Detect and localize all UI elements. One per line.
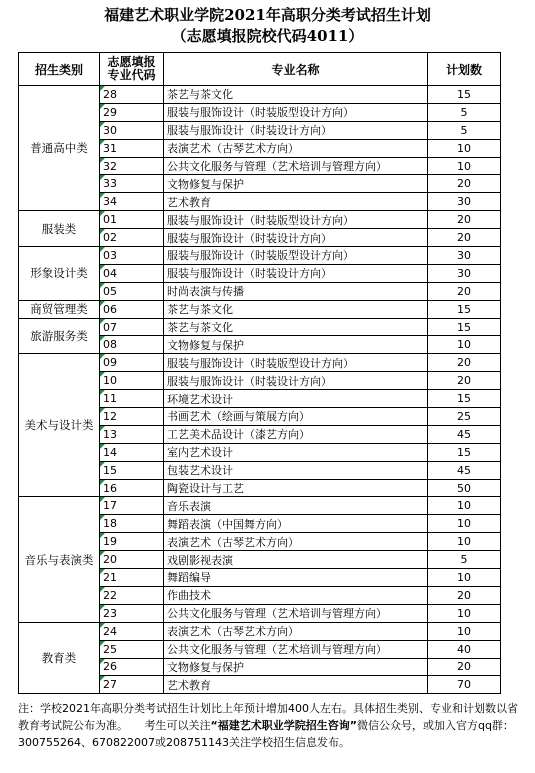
count-cell: 20 bbox=[428, 175, 501, 193]
count-cell: 20 bbox=[428, 211, 501, 229]
code-cell: 01 bbox=[100, 211, 164, 229]
code-cell: 05 bbox=[100, 282, 164, 300]
count-cell: 10 bbox=[428, 139, 501, 157]
major-cell: 茶艺与茶文化 bbox=[164, 86, 428, 104]
code-cell: 21 bbox=[100, 569, 164, 587]
major-cell: 茶艺与茶文化 bbox=[164, 300, 428, 318]
count-cell: 20 bbox=[428, 229, 501, 247]
major-cell: 包装艺术设计 bbox=[164, 461, 428, 479]
count-cell: 45 bbox=[428, 425, 501, 443]
count-cell: 15 bbox=[428, 318, 501, 336]
code-cell: 26 bbox=[100, 658, 164, 676]
code-cell: 22 bbox=[100, 586, 164, 604]
major-cell: 环境艺术设计 bbox=[164, 390, 428, 408]
table-row bbox=[19, 622, 501, 640]
category-cell: 形象设计类 bbox=[19, 247, 100, 301]
header-major: 专业名称 bbox=[164, 53, 428, 86]
code-cell: 16 bbox=[100, 479, 164, 497]
count-cell: 30 bbox=[428, 264, 501, 282]
code-cell: 14 bbox=[100, 443, 164, 461]
major-cell: 服装与服饰设计（时装设计方向） bbox=[164, 264, 428, 282]
major-cell: 表演艺术（古琴艺术方向） bbox=[164, 533, 428, 551]
code-cell: 20 bbox=[100, 551, 164, 569]
count-cell: 10 bbox=[428, 569, 501, 587]
code-cell: 33 bbox=[100, 175, 164, 193]
category-cell: 美术与设计类 bbox=[19, 354, 100, 497]
major-cell: 服装与服饰设计（时装版型设计方向） bbox=[164, 211, 428, 229]
table-row bbox=[19, 354, 501, 372]
count-cell: 40 bbox=[428, 640, 501, 658]
count-cell: 10 bbox=[428, 497, 501, 515]
major-cell: 作曲技术 bbox=[164, 586, 428, 604]
code-cell: 28 bbox=[100, 86, 164, 104]
code-cell: 25 bbox=[100, 640, 164, 658]
code-cell: 12 bbox=[100, 408, 164, 426]
major-cell: 服装与服饰设计（时装版型设计方向） bbox=[164, 247, 428, 265]
major-cell: 时尚表演与传播 bbox=[164, 282, 428, 300]
major-cell: 艺术教育 bbox=[164, 193, 428, 211]
major-cell: 舞蹈编导 bbox=[164, 569, 428, 587]
count-cell: 25 bbox=[428, 408, 501, 426]
count-cell: 10 bbox=[428, 157, 501, 175]
header-category: 招生类别 bbox=[19, 53, 100, 86]
count-cell: 20 bbox=[428, 282, 501, 300]
count-cell: 15 bbox=[428, 86, 501, 104]
table-body bbox=[19, 86, 501, 694]
table-row bbox=[19, 86, 501, 104]
major-cell: 书画艺术（绘画与策展方向） bbox=[164, 408, 428, 426]
major-cell: 艺术教育 bbox=[164, 676, 428, 694]
major-cell: 公共文化服务与管理（艺术培训与管理方向） bbox=[164, 604, 428, 622]
count-cell: 10 bbox=[428, 604, 501, 622]
major-cell: 音乐表演 bbox=[164, 497, 428, 515]
table-row bbox=[19, 211, 501, 229]
code-cell: 03 bbox=[100, 247, 164, 265]
major-cell: 服装与服饰设计（时装设计方向） bbox=[164, 121, 428, 139]
enrollment-plan-table bbox=[18, 52, 501, 694]
table-row bbox=[19, 300, 501, 318]
page-title: 福建艺术职业学院2021年高职分类考试招生计划 bbox=[104, 6, 431, 24]
header-code bbox=[100, 53, 164, 86]
table-header-row bbox=[19, 53, 501, 86]
table-row bbox=[19, 318, 501, 336]
count-cell: 70 bbox=[428, 676, 501, 694]
count-cell: 5 bbox=[428, 121, 501, 139]
count-cell: 15 bbox=[428, 443, 501, 461]
count-cell: 20 bbox=[428, 586, 501, 604]
major-cell: 文物修复与保护 bbox=[164, 175, 428, 193]
code-cell: 04 bbox=[100, 264, 164, 282]
code-cell: 02 bbox=[100, 229, 164, 247]
major-cell: 服装与服饰设计（时装版型设计方向） bbox=[164, 354, 428, 372]
category-cell: 音乐与表演类 bbox=[19, 497, 100, 622]
code-cell: 32 bbox=[100, 157, 164, 175]
category-cell: 教育类 bbox=[19, 622, 100, 694]
major-cell: 服装与服饰设计（时装版型设计方向） bbox=[164, 103, 428, 121]
major-cell: 文物修复与保护 bbox=[164, 336, 428, 354]
footnote bbox=[18, 700, 518, 751]
count-cell: 10 bbox=[428, 622, 501, 640]
code-cell: 18 bbox=[100, 515, 164, 533]
count-cell: 30 bbox=[428, 247, 501, 265]
count-cell: 15 bbox=[428, 300, 501, 318]
code-cell: 17 bbox=[100, 497, 164, 515]
header-code-line1: 志愿填报 bbox=[107, 55, 156, 69]
code-cell: 23 bbox=[100, 604, 164, 622]
count-cell: 5 bbox=[428, 551, 501, 569]
code-cell: 27 bbox=[100, 676, 164, 694]
code-cell: 30 bbox=[100, 121, 164, 139]
code-cell: 06 bbox=[100, 300, 164, 318]
code-cell: 07 bbox=[100, 318, 164, 336]
category-cell: 商贸管理类 bbox=[19, 300, 100, 318]
page-subtitle: （志愿填报院校代码4011） bbox=[171, 27, 364, 45]
count-cell: 20 bbox=[428, 372, 501, 390]
count-cell: 10 bbox=[428, 336, 501, 354]
count-cell: 50 bbox=[428, 479, 501, 497]
count-cell: 10 bbox=[428, 515, 501, 533]
code-cell: 13 bbox=[100, 425, 164, 443]
category-cell: 服装类 bbox=[19, 211, 100, 247]
count-cell: 20 bbox=[428, 354, 501, 372]
major-cell: 表演艺术（古琴艺术方向） bbox=[164, 622, 428, 640]
header-code-line2: 专业代码 bbox=[107, 68, 156, 82]
count-cell: 15 bbox=[428, 390, 501, 408]
count-cell: 5 bbox=[428, 103, 501, 121]
code-cell: 11 bbox=[100, 390, 164, 408]
code-cell: 19 bbox=[100, 533, 164, 551]
table-row bbox=[19, 497, 501, 515]
code-cell: 09 bbox=[100, 354, 164, 372]
footnote-part2: 微信公众号，或加入官方qq群：300755264、670822007或208751143关注学校招生信息发布。 bbox=[18, 719, 514, 749]
table-row bbox=[19, 247, 501, 265]
code-cell: 15 bbox=[100, 461, 164, 479]
major-cell: 文物修复与保护 bbox=[164, 658, 428, 676]
major-cell: 工艺美术品设计（漆艺方向） bbox=[164, 425, 428, 443]
code-cell: 10 bbox=[100, 372, 164, 390]
code-cell: 29 bbox=[100, 103, 164, 121]
footnote-account-name: “福建艺术职业学院招生咨询” bbox=[210, 719, 357, 732]
footnote-part1: 注：学校2021年高职分类考试招生计划比上年预计增加400人左右。具体招生类别、专业和计划数以省教育考试院公布为准。 考生可以关注 bbox=[18, 702, 518, 732]
code-cell: 31 bbox=[100, 139, 164, 157]
count-cell: 10 bbox=[428, 533, 501, 551]
major-cell: 茶艺与茶文化 bbox=[164, 318, 428, 336]
major-cell: 表演艺术（古琴艺术方向） bbox=[164, 139, 428, 157]
code-cell: 08 bbox=[100, 336, 164, 354]
header-count: 计划数 bbox=[428, 53, 501, 86]
major-cell: 戏剧影视表演 bbox=[164, 551, 428, 569]
major-cell: 服装与服饰设计（时装设计方向） bbox=[164, 229, 428, 247]
code-cell: 24 bbox=[100, 622, 164, 640]
major-cell: 公共文化服务与管理（艺术培训与管理方向） bbox=[164, 640, 428, 658]
major-cell: 陶瓷设计与工艺 bbox=[164, 479, 428, 497]
category-cell: 旅游服务类 bbox=[19, 318, 100, 354]
major-cell: 公共文化服务与管理（艺术培训与管理方向） bbox=[164, 157, 428, 175]
major-cell: 舞蹈表演（中国舞方向） bbox=[164, 515, 428, 533]
code-cell: 34 bbox=[100, 193, 164, 211]
category-cell: 普通高中类 bbox=[19, 86, 100, 211]
count-cell: 20 bbox=[428, 658, 501, 676]
major-cell: 室内艺术设计 bbox=[164, 443, 428, 461]
major-cell: 服装与服饰设计（时装设计方向） bbox=[164, 372, 428, 390]
count-cell: 45 bbox=[428, 461, 501, 479]
count-cell: 30 bbox=[428, 193, 501, 211]
